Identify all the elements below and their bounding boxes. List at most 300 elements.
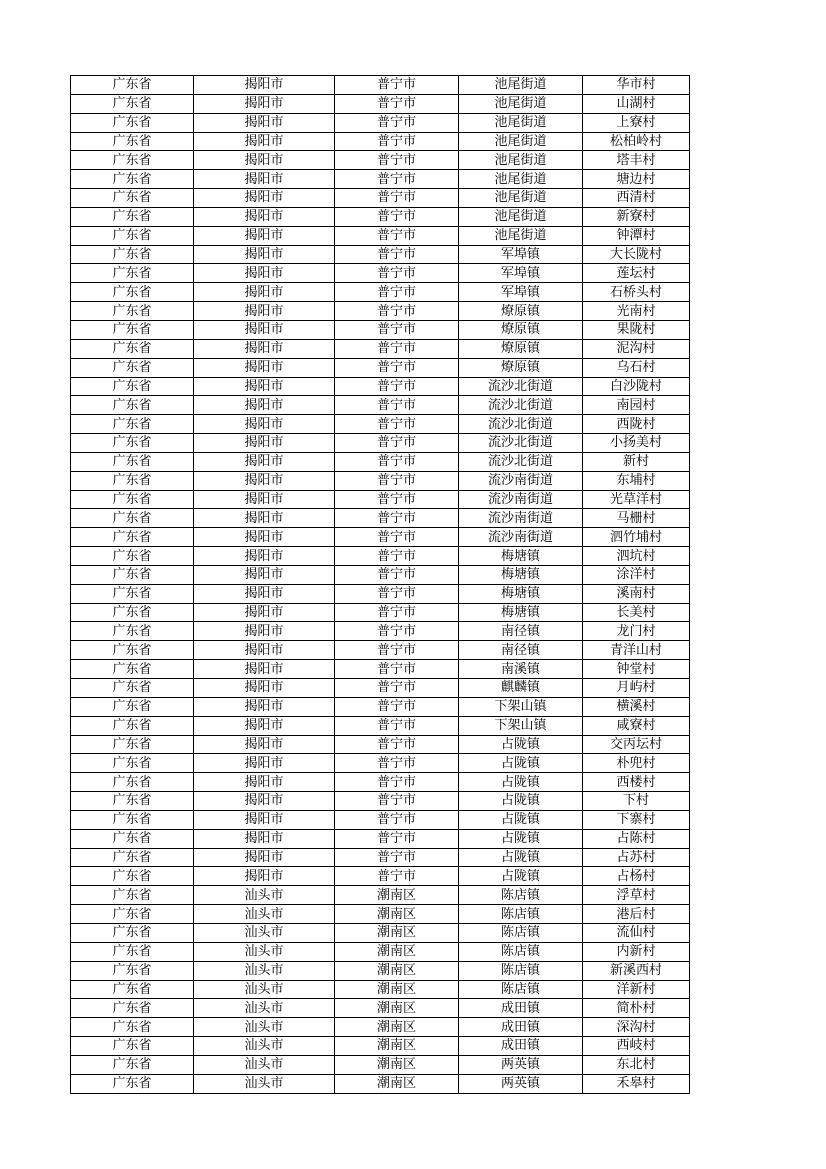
city-cell: 揭阳市	[194, 490, 335, 509]
province-cell: 广东省	[71, 716, 194, 735]
province-cell: 广东省	[71, 528, 194, 547]
town-cell: 池尾街道	[459, 113, 583, 132]
table-row	[71, 1018, 690, 1037]
village-cell: 占苏村	[583, 848, 690, 867]
town-cell: 占陇镇	[459, 792, 583, 811]
province-cell: 广东省	[71, 1018, 194, 1037]
province-cell: 广东省	[71, 132, 194, 151]
county-cell: 普宁市	[335, 735, 459, 754]
village-cell: 交丙坛村	[583, 735, 690, 754]
province-cell: 广东省	[71, 207, 194, 226]
village-cell: 石桥头村	[583, 283, 690, 302]
table-row	[71, 1074, 690, 1093]
village-cell: 华市村	[583, 76, 690, 95]
town-cell: 流沙南街道	[459, 528, 583, 547]
city-cell: 揭阳市	[194, 245, 335, 264]
town-cell: 池尾街道	[459, 94, 583, 113]
village-cell: 深沟村	[583, 1018, 690, 1037]
town-cell: 军埠镇	[459, 283, 583, 302]
county-cell: 普宁市	[335, 302, 459, 321]
table-row	[71, 905, 690, 924]
town-cell: 占陇镇	[459, 848, 583, 867]
city-cell: 揭阳市	[194, 679, 335, 698]
village-cell: 西清村	[583, 189, 690, 208]
city-cell: 汕头市	[194, 980, 335, 999]
town-cell: 南径镇	[459, 622, 583, 641]
province-cell: 广东省	[71, 773, 194, 792]
province-cell: 广东省	[71, 170, 194, 189]
province-cell: 广东省	[71, 867, 194, 886]
village-cell: 下村	[583, 792, 690, 811]
town-cell: 燎原镇	[459, 320, 583, 339]
city-cell: 揭阳市	[194, 565, 335, 584]
county-cell: 普宁市	[335, 716, 459, 735]
village-table	[70, 75, 690, 1094]
province-cell: 广东省	[71, 415, 194, 434]
table-row	[71, 226, 690, 245]
county-cell: 潮南区	[335, 980, 459, 999]
province-cell: 广东省	[71, 1037, 194, 1056]
city-cell: 揭阳市	[194, 339, 335, 358]
village-cell: 溪南村	[583, 584, 690, 603]
city-cell: 揭阳市	[194, 584, 335, 603]
county-cell: 普宁市	[335, 94, 459, 113]
city-cell: 揭阳市	[194, 434, 335, 453]
county-cell: 潮南区	[335, 1055, 459, 1074]
province-cell: 广东省	[71, 245, 194, 264]
town-cell: 燎原镇	[459, 339, 583, 358]
table-row	[71, 773, 690, 792]
province-cell: 广东省	[71, 754, 194, 773]
city-cell: 揭阳市	[194, 603, 335, 622]
province-cell: 广东省	[71, 452, 194, 471]
table-row	[71, 1055, 690, 1074]
village-cell: 月屿村	[583, 679, 690, 698]
city-cell: 揭阳市	[194, 622, 335, 641]
table-row	[71, 396, 690, 415]
province-cell: 广东省	[71, 434, 194, 453]
city-cell: 揭阳市	[194, 377, 335, 396]
town-cell: 麒麟镇	[459, 679, 583, 698]
table-row	[71, 113, 690, 132]
village-cell: 占陈村	[583, 829, 690, 848]
town-cell: 占陇镇	[459, 867, 583, 886]
town-cell: 流沙北街道	[459, 434, 583, 453]
village-cell: 白沙陇村	[583, 377, 690, 396]
province-cell: 广东省	[71, 189, 194, 208]
city-cell: 揭阳市	[194, 170, 335, 189]
province-cell: 广东省	[71, 942, 194, 961]
province-cell: 广东省	[71, 509, 194, 528]
town-cell: 陈店镇	[459, 942, 583, 961]
town-cell: 占陇镇	[459, 810, 583, 829]
province-cell: 广东省	[71, 961, 194, 980]
village-cell: 内新村	[583, 942, 690, 961]
town-cell: 陈店镇	[459, 961, 583, 980]
province-cell: 广东省	[71, 151, 194, 170]
province-cell: 广东省	[71, 396, 194, 415]
county-cell: 潮南区	[335, 923, 459, 942]
town-cell: 南溪镇	[459, 660, 583, 679]
city-cell: 揭阳市	[194, 113, 335, 132]
table-row	[71, 490, 690, 509]
county-cell: 普宁市	[335, 565, 459, 584]
county-cell: 普宁市	[335, 396, 459, 415]
village-cell: 洋新村	[583, 980, 690, 999]
town-cell: 陈店镇	[459, 905, 583, 924]
village-cell: 山湖村	[583, 94, 690, 113]
county-cell: 普宁市	[335, 283, 459, 302]
province-cell: 广东省	[71, 886, 194, 905]
county-cell: 普宁市	[335, 189, 459, 208]
village-cell: 涂洋村	[583, 565, 690, 584]
table-row	[71, 923, 690, 942]
village-cell: 长美村	[583, 603, 690, 622]
city-cell: 汕头市	[194, 999, 335, 1018]
village-cell: 泗坑村	[583, 547, 690, 566]
province-cell: 广东省	[71, 622, 194, 641]
table-row	[71, 452, 690, 471]
table-row	[71, 283, 690, 302]
province-cell: 广东省	[71, 980, 194, 999]
table-row	[71, 547, 690, 566]
county-cell: 普宁市	[335, 264, 459, 283]
village-cell: 上寮村	[583, 113, 690, 132]
county-cell: 普宁市	[335, 245, 459, 264]
province-cell: 广东省	[71, 264, 194, 283]
table-row	[71, 999, 690, 1018]
province-cell: 广东省	[71, 641, 194, 660]
table-row	[71, 735, 690, 754]
village-cell: 流仙村	[583, 923, 690, 942]
village-cell: 港后村	[583, 905, 690, 924]
city-cell: 汕头市	[194, 1055, 335, 1074]
county-cell: 普宁市	[335, 113, 459, 132]
table-row	[71, 961, 690, 980]
county-cell: 普宁市	[335, 151, 459, 170]
city-cell: 揭阳市	[194, 547, 335, 566]
county-cell: 普宁市	[335, 697, 459, 716]
village-cell: 西楼村	[583, 773, 690, 792]
village-cell: 东北村	[583, 1055, 690, 1074]
village-cell: 光南村	[583, 302, 690, 321]
province-cell: 广东省	[71, 792, 194, 811]
province-cell: 广东省	[71, 697, 194, 716]
town-cell: 占陇镇	[459, 754, 583, 773]
table-row	[71, 697, 690, 716]
county-cell: 普宁市	[335, 377, 459, 396]
city-cell: 揭阳市	[194, 735, 335, 754]
city-cell: 汕头市	[194, 905, 335, 924]
table-row	[71, 754, 690, 773]
county-cell: 普宁市	[335, 810, 459, 829]
town-cell: 池尾街道	[459, 132, 583, 151]
city-cell: 揭阳市	[194, 716, 335, 735]
village-cell: 西陇村	[583, 415, 690, 434]
province-cell: 广东省	[71, 226, 194, 245]
table-row	[71, 415, 690, 434]
town-cell: 陈店镇	[459, 886, 583, 905]
county-cell: 潮南区	[335, 1074, 459, 1093]
province-cell: 广东省	[71, 584, 194, 603]
table-row	[71, 622, 690, 641]
province-cell: 广东省	[71, 1055, 194, 1074]
city-cell: 揭阳市	[194, 848, 335, 867]
county-cell: 普宁市	[335, 679, 459, 698]
table-row	[71, 603, 690, 622]
village-cell: 果陇村	[583, 320, 690, 339]
city-cell: 揭阳市	[194, 207, 335, 226]
town-cell: 池尾街道	[459, 189, 583, 208]
town-cell: 流沙南街道	[459, 490, 583, 509]
table-row	[71, 170, 690, 189]
table-row	[71, 76, 690, 95]
county-cell: 普宁市	[335, 660, 459, 679]
county-cell: 普宁市	[335, 509, 459, 528]
village-cell: 浮草村	[583, 886, 690, 905]
village-cell: 占杨村	[583, 867, 690, 886]
table-row	[71, 264, 690, 283]
county-cell: 普宁市	[335, 848, 459, 867]
province-cell: 广东省	[71, 94, 194, 113]
county-cell: 普宁市	[335, 76, 459, 95]
village-cell: 新溪西村	[583, 961, 690, 980]
village-cell: 小扬美村	[583, 434, 690, 453]
county-cell: 普宁市	[335, 603, 459, 622]
town-cell: 池尾街道	[459, 226, 583, 245]
city-cell: 揭阳市	[194, 810, 335, 829]
village-cell: 新村	[583, 452, 690, 471]
village-cell: 东埔村	[583, 471, 690, 490]
town-cell: 流沙南街道	[459, 471, 583, 490]
city-cell: 揭阳市	[194, 660, 335, 679]
town-cell: 成田镇	[459, 1018, 583, 1037]
county-cell: 普宁市	[335, 132, 459, 151]
county-cell: 潮南区	[335, 942, 459, 961]
village-cell: 泗竹埔村	[583, 528, 690, 547]
county-cell: 普宁市	[335, 170, 459, 189]
province-cell: 广东省	[71, 1074, 194, 1093]
province-cell: 广东省	[71, 829, 194, 848]
province-cell: 广东省	[71, 660, 194, 679]
table-row	[71, 565, 690, 584]
city-cell: 汕头市	[194, 961, 335, 980]
village-cell: 朴兜村	[583, 754, 690, 773]
city-cell: 揭阳市	[194, 283, 335, 302]
city-cell: 揭阳市	[194, 396, 335, 415]
town-cell: 流沙北街道	[459, 377, 583, 396]
table-row	[71, 810, 690, 829]
table-row	[71, 942, 690, 961]
table-row	[71, 528, 690, 547]
table-body	[71, 76, 690, 1094]
province-cell: 广东省	[71, 377, 194, 396]
county-cell: 普宁市	[335, 622, 459, 641]
table-row	[71, 358, 690, 377]
city-cell: 揭阳市	[194, 867, 335, 886]
town-cell: 梅塘镇	[459, 603, 583, 622]
town-cell: 池尾街道	[459, 207, 583, 226]
city-cell: 揭阳市	[194, 641, 335, 660]
table-row	[71, 867, 690, 886]
county-cell: 普宁市	[335, 452, 459, 471]
table-row	[71, 434, 690, 453]
town-cell: 燎原镇	[459, 358, 583, 377]
table-row	[71, 377, 690, 396]
county-cell: 普宁市	[335, 528, 459, 547]
province-cell: 广东省	[71, 320, 194, 339]
county-cell: 普宁市	[335, 490, 459, 509]
table-row	[71, 1037, 690, 1056]
town-cell: 陈店镇	[459, 980, 583, 999]
table-row	[71, 792, 690, 811]
town-cell: 两英镇	[459, 1055, 583, 1074]
province-cell: 广东省	[71, 302, 194, 321]
table-row	[71, 151, 690, 170]
city-cell: 揭阳市	[194, 471, 335, 490]
table-row	[71, 829, 690, 848]
province-cell: 广东省	[71, 358, 194, 377]
city-cell: 揭阳市	[194, 773, 335, 792]
county-cell: 普宁市	[335, 773, 459, 792]
village-cell: 横溪村	[583, 697, 690, 716]
village-cell: 光草洋村	[583, 490, 690, 509]
county-cell: 普宁市	[335, 641, 459, 660]
city-cell: 汕头市	[194, 886, 335, 905]
table-row	[71, 320, 690, 339]
table-row	[71, 660, 690, 679]
village-cell: 西岐村	[583, 1037, 690, 1056]
city-cell: 揭阳市	[194, 509, 335, 528]
province-cell: 广东省	[71, 76, 194, 95]
city-cell: 揭阳市	[194, 829, 335, 848]
county-cell: 潮南区	[335, 1037, 459, 1056]
table-row	[71, 207, 690, 226]
city-cell: 揭阳市	[194, 76, 335, 95]
village-cell: 禾皋村	[583, 1074, 690, 1093]
province-cell: 广东省	[71, 810, 194, 829]
town-cell: 占陇镇	[459, 829, 583, 848]
province-cell: 广东省	[71, 339, 194, 358]
village-cell: 松柏岭村	[583, 132, 690, 151]
table-row	[71, 716, 690, 735]
table-row	[71, 94, 690, 113]
table-row	[71, 132, 690, 151]
village-cell: 钟潭村	[583, 226, 690, 245]
village-cell: 简朴村	[583, 999, 690, 1018]
town-cell: 池尾街道	[459, 151, 583, 170]
village-cell: 钟堂村	[583, 660, 690, 679]
town-cell: 燎原镇	[459, 302, 583, 321]
table-row	[71, 584, 690, 603]
county-cell: 普宁市	[335, 547, 459, 566]
city-cell: 汕头市	[194, 942, 335, 961]
province-cell: 广东省	[71, 471, 194, 490]
village-cell: 青洋山村	[583, 641, 690, 660]
village-cell: 塔丰村	[583, 151, 690, 170]
county-cell: 潮南区	[335, 961, 459, 980]
county-cell: 普宁市	[335, 434, 459, 453]
village-cell: 塘边村	[583, 170, 690, 189]
table-row	[71, 848, 690, 867]
town-cell: 两英镇	[459, 1074, 583, 1093]
town-cell: 流沙北街道	[459, 452, 583, 471]
village-cell: 咸寮村	[583, 716, 690, 735]
city-cell: 揭阳市	[194, 302, 335, 321]
village-cell: 莲坛村	[583, 264, 690, 283]
city-cell: 揭阳市	[194, 792, 335, 811]
province-cell: 广东省	[71, 603, 194, 622]
table-row	[71, 886, 690, 905]
town-cell: 流沙南街道	[459, 509, 583, 528]
county-cell: 潮南区	[335, 1018, 459, 1037]
city-cell: 揭阳市	[194, 415, 335, 434]
province-cell: 广东省	[71, 905, 194, 924]
city-cell: 揭阳市	[194, 358, 335, 377]
village-cell: 龙门村	[583, 622, 690, 641]
town-cell: 下架山镇	[459, 697, 583, 716]
county-cell: 潮南区	[335, 886, 459, 905]
county-cell: 潮南区	[335, 905, 459, 924]
town-cell: 陈店镇	[459, 923, 583, 942]
village-cell: 新寮村	[583, 207, 690, 226]
city-cell: 揭阳市	[194, 151, 335, 170]
province-cell: 广东省	[71, 547, 194, 566]
city-cell: 揭阳市	[194, 320, 335, 339]
town-cell: 流沙北街道	[459, 396, 583, 415]
table-row	[71, 245, 690, 264]
table-row	[71, 679, 690, 698]
province-cell: 广东省	[71, 735, 194, 754]
county-cell: 普宁市	[335, 792, 459, 811]
county-cell: 普宁市	[335, 584, 459, 603]
province-cell: 广东省	[71, 848, 194, 867]
table-row	[71, 641, 690, 660]
city-cell: 揭阳市	[194, 754, 335, 773]
village-cell: 泥沟村	[583, 339, 690, 358]
town-cell: 南径镇	[459, 641, 583, 660]
city-cell: 揭阳市	[194, 452, 335, 471]
city-cell: 揭阳市	[194, 226, 335, 245]
town-cell: 梅塘镇	[459, 547, 583, 566]
town-cell: 成田镇	[459, 999, 583, 1018]
village-cell: 乌石村	[583, 358, 690, 377]
city-cell: 揭阳市	[194, 528, 335, 547]
county-cell: 普宁市	[335, 207, 459, 226]
county-cell: 普宁市	[335, 339, 459, 358]
table-row	[71, 339, 690, 358]
town-cell: 占陇镇	[459, 735, 583, 754]
table-row	[71, 980, 690, 999]
province-cell: 广东省	[71, 923, 194, 942]
city-cell: 揭阳市	[194, 132, 335, 151]
table-row	[71, 509, 690, 528]
city-cell: 汕头市	[194, 1018, 335, 1037]
county-cell: 普宁市	[335, 358, 459, 377]
province-cell: 广东省	[71, 999, 194, 1018]
county-cell: 普宁市	[335, 226, 459, 245]
city-cell: 揭阳市	[194, 697, 335, 716]
town-cell: 下架山镇	[459, 716, 583, 735]
county-cell: 普宁市	[335, 320, 459, 339]
province-cell: 广东省	[71, 679, 194, 698]
county-cell: 普宁市	[335, 471, 459, 490]
province-cell: 广东省	[71, 113, 194, 132]
town-cell: 池尾街道	[459, 170, 583, 189]
city-cell: 汕头市	[194, 1074, 335, 1093]
town-cell: 梅塘镇	[459, 584, 583, 603]
city-cell: 汕头市	[194, 923, 335, 942]
